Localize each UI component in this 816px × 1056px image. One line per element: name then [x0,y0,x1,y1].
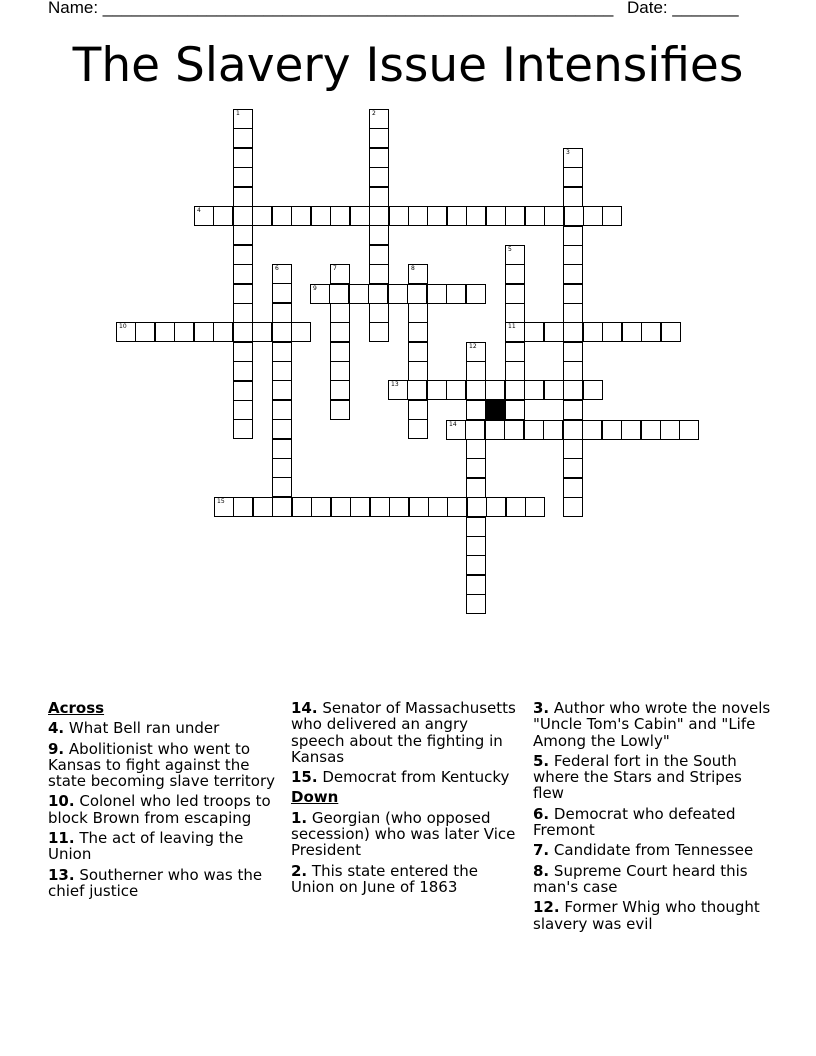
clue-number: 12. [533,898,560,917]
clue-number: 4. [48,719,65,738]
grid-cell[interactable] [330,361,350,381]
cell-number: 12 [469,343,477,350]
grid-cell[interactable] [408,361,428,381]
grid-cell[interactable] [602,322,622,342]
grid-cell[interactable] [467,497,487,517]
clue-down-1 [291,810,519,859]
grid-cell[interactable] [641,420,661,440]
grid-cell[interactable] [213,322,233,342]
grid-cell[interactable] [563,322,583,342]
grid-cell[interactable] [233,148,253,168]
clue-across-11 [48,830,280,863]
grid-cell[interactable] [291,322,311,342]
grid-cell[interactable] [466,536,486,556]
clues-column-2 [291,700,519,899]
grid-cell[interactable] [174,322,194,342]
grid-cell[interactable] [505,245,525,265]
clue-across-13 [48,867,280,900]
grid-cell[interactable] [194,206,214,226]
grid-cell[interactable] [388,380,408,400]
grid-cell[interactable] [602,420,622,440]
grid-cell[interactable] [214,497,234,517]
clue-down-5 [533,753,771,802]
grid-cell[interactable] [369,148,389,168]
grid-cell[interactable] [369,322,389,342]
grid-cell[interactable] [563,497,583,517]
grid-cell[interactable] [661,322,681,342]
grid-cell[interactable] [253,497,273,517]
grid-cell[interactable] [602,206,622,226]
cell-number: 9 [313,285,317,292]
grid-cell[interactable] [369,303,389,323]
clue-number: 5. [533,751,550,770]
cell-number: 1 [236,110,240,117]
grid-cell[interactable] [660,420,680,440]
grid-cell[interactable] [563,187,583,207]
cell-number: 14 [449,421,457,428]
clue-text: What Bell ran under [68,719,220,738]
grid-cell[interactable] [369,225,389,245]
grid-cell[interactable] [563,303,583,323]
grid-cell[interactable] [329,284,349,304]
grid-cell[interactable] [233,303,253,323]
grid-cell[interactable] [466,594,486,614]
clues-column-3 [533,700,771,936]
grid-cell[interactable] [233,381,253,401]
grid-cell[interactable] [233,187,253,207]
clue-across-10 [48,793,280,826]
grid-cell[interactable] [563,439,583,459]
grid-cell[interactable] [233,322,253,342]
grid-cell[interactable] [388,284,408,304]
clue-down-12 [533,899,771,932]
grid-cell[interactable] [350,497,370,517]
clue-text: Democrat from Kentucky [322,768,510,787]
grid-cell[interactable] [563,342,583,362]
grid-cell[interactable] [466,342,486,362]
grid-cell[interactable] [272,264,292,284]
across-heading: Across [48,699,105,717]
grid-cell[interactable] [446,284,466,304]
grid-cell[interactable] [408,322,428,342]
grid-cell[interactable] [233,419,253,439]
grid-cell[interactable] [466,400,486,420]
down-heading: Down [291,788,339,807]
cell-number: 2 [372,110,376,117]
grid-cell[interactable] [350,206,370,226]
clue-text: Southerner who was the chief justice [48,865,263,900]
cell-number: 15 [217,498,225,505]
grid-cell[interactable] [349,284,369,304]
clue-number: 8. [533,861,550,880]
grid-cell[interactable] [233,361,253,381]
grid-cell[interactable] [524,380,544,400]
cell-number: 7 [333,265,337,272]
clue-number: 3. [533,699,550,717]
date-field-label[interactable]: Date: _______ [627,0,739,17]
grid-cell[interactable] [563,284,583,304]
cell-number: 13 [391,381,399,388]
grid-cell[interactable] [116,322,136,342]
grid-cell[interactable] [252,206,272,226]
grid-cell[interactable] [272,206,292,226]
grid-cell[interactable] [233,109,253,129]
grid-cell[interactable] [389,206,409,226]
grid-cell[interactable] [427,380,447,400]
grid-cell[interactable] [369,206,389,226]
clue-text: Georgian (who opposed secession) who was later Vice President [291,808,516,860]
grid-cell[interactable] [408,342,428,362]
grid-cell[interactable] [233,497,253,517]
grid-cell[interactable] [563,420,583,440]
grid-cell[interactable] [505,400,525,420]
grid-cell[interactable] [544,380,564,400]
grid-cell[interactable] [466,517,486,537]
grid-cell[interactable] [563,148,583,168]
grid-cell[interactable] [233,400,253,420]
grid-cell[interactable] [272,342,292,362]
grid-cell[interactable] [330,400,350,420]
grid-cell[interactable] [330,264,350,284]
clue-number: 7. [533,841,550,860]
grid-cell[interactable] [408,264,428,284]
clue-down-6 [533,806,771,839]
grid-cell[interactable] [408,303,428,323]
grid-cell[interactable] [428,497,448,517]
grid-cell[interactable] [369,245,389,265]
grid-cell[interactable] [368,284,388,304]
grid-cell[interactable] [524,420,544,440]
grid-cell[interactable] [563,478,583,498]
grid-cell[interactable] [233,167,253,187]
grid-cell[interactable] [389,497,409,517]
clue-number: 9. [48,739,65,758]
grid-cell[interactable] [504,420,524,440]
clue-number: 13. [48,865,75,884]
clue-down-8 [533,863,771,896]
grid-cell[interactable] [466,555,486,575]
grid-cell[interactable] [233,342,253,362]
grid-cell[interactable] [466,458,486,478]
grid-cell[interactable] [505,380,525,400]
grid-cell[interactable] [564,206,584,226]
grid-cell[interactable] [543,420,563,440]
grid-cell[interactable] [272,361,292,381]
grid-cell[interactable] [272,419,292,439]
grid-cell[interactable] [407,380,427,400]
grid-cell[interactable] [272,303,292,323]
clues-column-1 [48,700,280,903]
grid-cell[interactable] [272,400,292,420]
clue-number: 2. [291,861,308,880]
grid-cell[interactable] [466,380,486,400]
grid-cell[interactable] [505,264,525,284]
grid-cell[interactable] [485,420,505,440]
grid-cell[interactable] [544,322,564,342]
grid-cell[interactable] [583,380,603,400]
grid-cell[interactable] [563,380,583,400]
grid-cell[interactable] [369,167,389,187]
grid-cell[interactable] [330,342,350,362]
clue-text: Author who wrote the novels "Uncle Tom's Cabin" and "Life Among the Lowly" [533,699,771,750]
grid-cell[interactable] [310,284,330,304]
grid-cell[interactable] [505,342,525,362]
grid-cell[interactable] [446,420,466,440]
clue-text: Senator of Massachusetts who delivered an angry speech about the fighting in Kansas [291,699,516,766]
clue-number: 1. [291,808,308,827]
grid-cell[interactable] [272,322,292,342]
grid-cell[interactable] [525,497,545,517]
grid-cell[interactable] [466,575,486,595]
grid-cell[interactable] [330,380,350,400]
grid-cell[interactable] [679,420,699,440]
grid-cell[interactable] [135,322,155,342]
clue-text: Candidate from Tennessee [553,841,754,860]
cell-number: 8 [411,265,415,272]
grid-cell[interactable] [369,187,389,207]
name-field-label[interactable]: Name: ______________________________________________________ [48,0,614,17]
grid-cell[interactable] [194,322,214,342]
grid-cell[interactable] [563,458,583,478]
grid-cell[interactable] [272,458,292,478]
grid-cell[interactable] [447,206,467,226]
cell-number: 11 [508,323,516,330]
grid-cell[interactable] [446,380,466,400]
clue-across-9 [48,741,280,790]
clue-down-7 [533,842,771,858]
grid-cell[interactable] [563,400,583,420]
grid-cell[interactable] [311,497,331,517]
grid-cell[interactable] [563,361,583,381]
grid-cell[interactable] [291,206,311,226]
grid-cell[interactable] [427,206,447,226]
grid-cell[interactable] [505,361,525,381]
clue-text: Former Whig who thought slavery was evil [533,898,760,933]
clue-number: 10. [48,792,75,811]
grid-cell[interactable] [465,420,485,440]
clue-text: Abolitionist who went to Kansas to fight against the state becoming slave territory [48,739,276,791]
clue-text: This state entered the Union on June of 1863 [291,861,478,896]
grid-cell[interactable] [369,264,389,284]
grid-cell[interactable] [505,303,525,323]
grid-cell[interactable] [213,206,233,226]
grid-cell[interactable] [272,439,292,459]
grid-cell[interactable] [272,380,292,400]
grid-cell[interactable] [233,284,253,304]
grid-cell[interactable] [272,497,292,517]
cell-number: 5 [508,246,512,253]
black-cell [485,400,505,420]
grid-cell[interactable] [486,497,506,517]
clue-down-2 [291,863,519,896]
grid-cell[interactable] [233,225,253,245]
clue-text: Democrat who defeated Fremont [533,804,736,840]
grid-cell[interactable] [447,497,467,517]
grid-cell[interactable] [409,497,429,517]
grid-cell[interactable] [155,322,175,342]
grid-cell[interactable] [331,497,351,517]
grid-cell[interactable] [369,109,389,129]
grid-cell[interactable] [272,283,292,303]
grid-cell[interactable] [408,206,428,226]
clue-number: 11. [48,829,75,848]
grid-cell[interactable] [369,128,389,148]
grid-cell[interactable] [563,245,583,265]
clue-number: 14. [291,699,318,717]
clue-text: The act of leaving the Union [48,829,244,864]
grid-cell[interactable] [505,322,525,342]
grid-cell[interactable] [505,206,525,226]
cell-number: 10 [119,323,127,330]
grid-cell[interactable] [641,322,661,342]
clue-text: Federal fort in the South where the Stars and Stripes flew [533,751,742,803]
grid-cell[interactable] [292,497,312,517]
grid-cell[interactable] [330,322,350,342]
grid-cell[interactable] [408,400,428,420]
clue-across-4 [48,720,280,736]
grid-cell[interactable] [311,206,331,226]
grid-cell[interactable] [544,206,564,226]
grid-cell[interactable] [486,206,506,226]
grid-cell[interactable] [252,322,272,342]
page-title: The Slavery Issue Intensifies [72,38,744,93]
grid-cell[interactable] [370,497,390,517]
grid-cell[interactable] [427,284,447,304]
grid-cell[interactable] [525,206,545,226]
clue-number: 15. [291,768,318,787]
grid-cell[interactable] [622,322,642,342]
cell-number: 6 [275,265,279,272]
grid-cell[interactable] [621,420,641,440]
grid-cell[interactable] [407,284,427,304]
grid-cell[interactable] [563,167,583,187]
grid-cell[interactable] [466,206,486,226]
clue-number: 6. [533,804,550,823]
grid-cell[interactable] [524,322,544,342]
grid-cell[interactable] [233,245,253,265]
clue-across-14 [291,700,519,765]
grid-cell[interactable] [563,264,583,284]
grid-cell[interactable] [408,419,428,439]
grid-cell[interactable] [466,284,486,304]
grid-cell[interactable] [506,497,526,517]
cell-number: 4 [197,207,201,214]
clue-text: Supreme Court heard this man's case [533,861,748,896]
grid-cell[interactable] [272,477,292,497]
grid-cell[interactable] [233,206,253,226]
cell-number: 3 [566,149,570,156]
grid-cell[interactable] [563,226,583,246]
grid-cell[interactable] [505,284,525,304]
clue-across-15 [291,769,519,785]
grid-cell[interactable] [466,439,486,459]
grid-cell[interactable] [583,322,603,342]
grid-cell[interactable] [330,206,350,226]
grid-cell[interactable] [466,478,486,498]
clue-down-3 [533,700,771,749]
grid-cell[interactable] [582,420,602,440]
clue-text: Colonel who led troops to block Brown from escaping [48,792,271,827]
grid-cell[interactable] [233,128,253,148]
grid-cell[interactable] [233,264,253,284]
grid-cell[interactable] [485,380,505,400]
grid-cell[interactable] [583,206,603,226]
grid-cell[interactable] [330,303,350,323]
grid-cell[interactable] [466,361,486,381]
